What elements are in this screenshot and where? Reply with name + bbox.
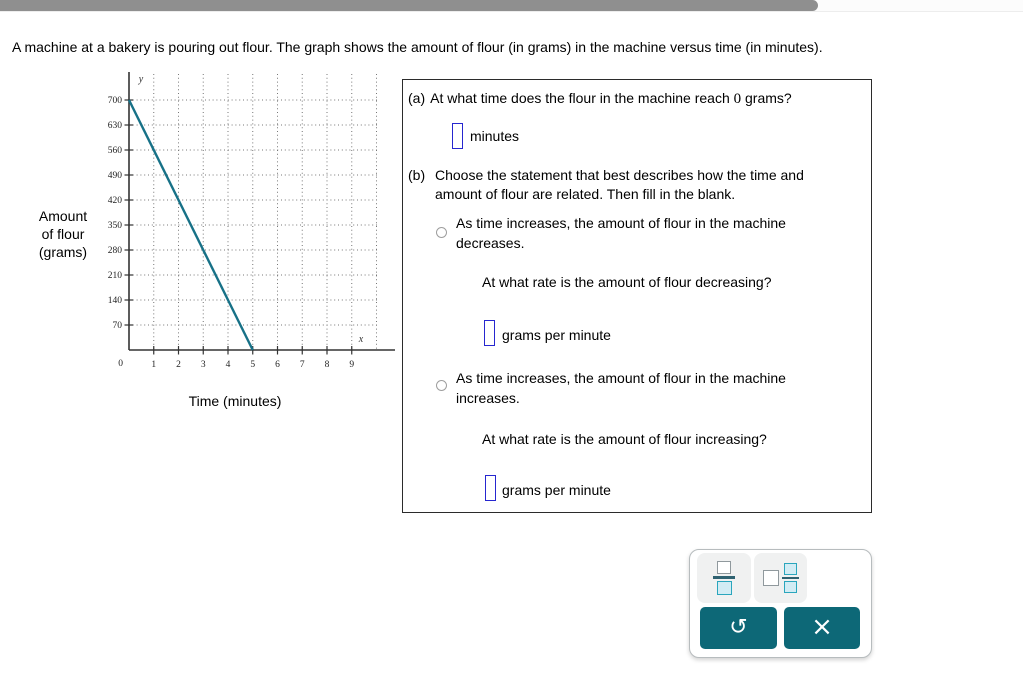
svg-text:8: 8 bbox=[324, 360, 330, 370]
y-axis-title-line: (grams) bbox=[38, 244, 88, 260]
svg-text:9: 9 bbox=[349, 360, 355, 370]
flour-time-graph bbox=[97, 68, 407, 376]
svg-text:1: 1 bbox=[151, 360, 157, 370]
rate-decreasing-question: At what rate is the amount of flour decreasing? bbox=[482, 274, 772, 290]
svg-text:3: 3 bbox=[200, 360, 206, 370]
part-a-text: At what time does the flour in the machine reach bbox=[430, 90, 730, 106]
svg-text:0: 0 bbox=[118, 359, 123, 369]
part-b-text-line1: Choose the statement that best describes how the time and bbox=[435, 167, 804, 183]
svg-text:140: 140 bbox=[107, 296, 122, 307]
minutes-unit-label: minutes bbox=[470, 128, 520, 144]
option-decreases-line1: As time increases, the amount of flour in the machine bbox=[456, 215, 786, 231]
svg-text:700: 700 bbox=[107, 96, 122, 107]
svg-text:4: 4 bbox=[225, 360, 231, 370]
option-increases-line1: As time increases, the amount of flour in the machine bbox=[456, 370, 786, 386]
mixed-number-icon bbox=[763, 563, 799, 594]
y-axis-title bbox=[18, 207, 108, 261]
close-icon: × bbox=[811, 611, 833, 642]
fraction-button[interactable] bbox=[697, 553, 751, 603]
svg-text:280: 280 bbox=[107, 246, 122, 257]
svg-text:5: 5 bbox=[250, 360, 256, 370]
option-increases-text bbox=[456, 368, 786, 408]
part-b-text-line2: amount of flour are related. Then fill in the blank. bbox=[435, 186, 736, 202]
option-decreases-line2: decreases. bbox=[456, 235, 525, 251]
answer-input-rate-increasing[interactable] bbox=[485, 475, 496, 501]
rate-increasing-question: At what rate is the amount of flour increasing? bbox=[482, 431, 767, 447]
svg-text:350: 350 bbox=[107, 221, 122, 232]
mixed-number-button[interactable] bbox=[754, 553, 807, 603]
part-b-label: (b) bbox=[408, 167, 426, 183]
horizontal-scrollbar-track[interactable] bbox=[0, 0, 1023, 12]
instruction-text: A machine at a bakery is pouring out flour. The graph shows the amount of flour (in grams) in the machine versus time (in minutes). bbox=[12, 39, 823, 55]
svg-text:x: x bbox=[358, 334, 364, 345]
answer-toolbar bbox=[689, 549, 872, 658]
svg-text:210: 210 bbox=[107, 271, 122, 282]
answer-input-minutes[interactable] bbox=[452, 123, 463, 149]
svg-text:2: 2 bbox=[176, 360, 181, 370]
radio-option-decreases[interactable] bbox=[436, 227, 447, 238]
part-a-text-after: grams? bbox=[745, 90, 792, 106]
option-increases-line2: increases. bbox=[456, 390, 520, 406]
svg-text:6: 6 bbox=[275, 360, 280, 370]
grams-per-minute-label-2: grams per minute bbox=[502, 482, 611, 498]
part-a-question bbox=[408, 90, 792, 108]
svg-text:560: 560 bbox=[107, 146, 122, 157]
answer-input-rate-decreasing[interactable] bbox=[484, 320, 495, 346]
svg-text:630: 630 bbox=[107, 121, 122, 132]
part-b-question bbox=[408, 166, 804, 204]
x-axis-title: Time (minutes) bbox=[188, 393, 282, 409]
svg-text:y: y bbox=[138, 74, 144, 85]
fraction-icon bbox=[713, 561, 735, 595]
horizontal-scrollbar-thumb[interactable] bbox=[0, 0, 818, 11]
close-button[interactable] bbox=[784, 607, 860, 649]
grams-per-minute-label-1: grams per minute bbox=[502, 327, 611, 343]
y-axis-title-line: Amount bbox=[38, 208, 88, 224]
radio-option-increases[interactable] bbox=[436, 380, 447, 391]
y-axis-title-line: of flour bbox=[41, 226, 85, 242]
undo-button[interactable] bbox=[700, 607, 777, 649]
svg-text:7: 7 bbox=[299, 360, 305, 370]
part-a-label: (a) bbox=[408, 90, 426, 106]
option-decreases-text bbox=[456, 213, 786, 253]
svg-text:490: 490 bbox=[107, 171, 122, 182]
part-a-zero: 0 bbox=[733, 91, 742, 107]
svg-text:420: 420 bbox=[107, 196, 122, 207]
svg-text:70: 70 bbox=[112, 321, 122, 332]
undo-icon: ↺ bbox=[729, 615, 748, 640]
question-panel bbox=[402, 79, 872, 513]
